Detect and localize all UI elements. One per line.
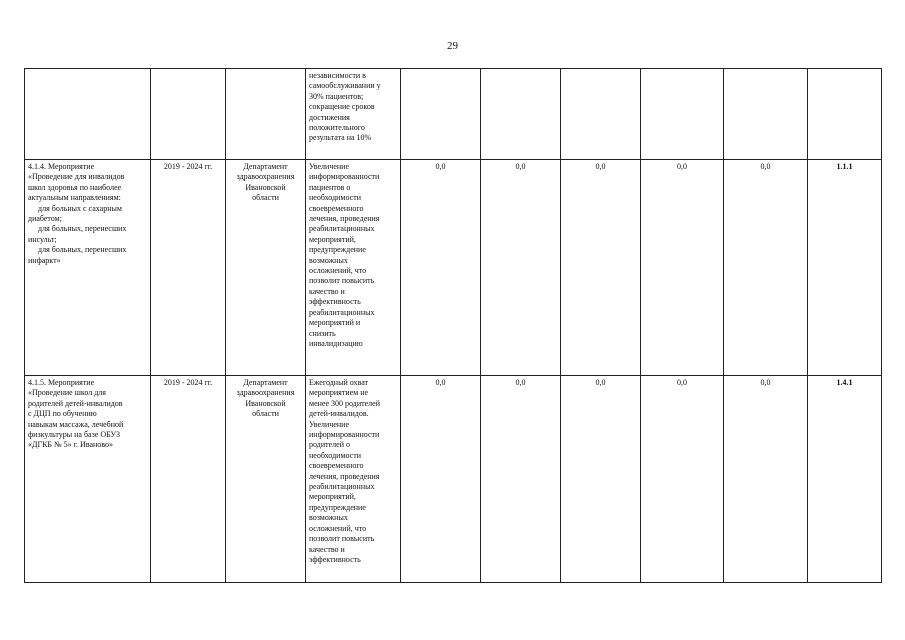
table-row (25, 160, 882, 376)
text-line: области (252, 409, 279, 419)
table-row (25, 69, 882, 160)
text-line: качество и (309, 544, 345, 554)
text-line: необходимости (309, 450, 362, 460)
funding-value-cell (641, 69, 724, 160)
text-line: Ивановской (245, 182, 286, 192)
text-line: мероприятий, (309, 234, 356, 244)
funding-value-cell: 0,0 (481, 376, 561, 583)
text-line: лечения, проведения (309, 471, 380, 481)
text-line: «Проведение для инвалидов (28, 172, 125, 182)
text-line: родителей детей-инвалидов (28, 398, 123, 408)
funding-value-cell: 0,0 (641, 160, 724, 376)
text-line: осложнений, что (309, 266, 367, 276)
text-line: Увеличение (309, 419, 350, 429)
text-line: мероприятием не (309, 388, 369, 398)
text-line: позволит повысить (309, 534, 375, 544)
period-cell: 2019 - 2024 гг. (151, 160, 226, 376)
text-line: осложнений, что (309, 523, 367, 533)
funding-value-cell: 0,0 (561, 376, 641, 583)
text-line: 4.1.5. Мероприятие (28, 378, 95, 387)
text-line: диабетом; (28, 214, 62, 224)
funding-value-cell (724, 69, 808, 160)
text-line: с ДЦП по обучению (28, 409, 97, 419)
text-line: Ежегодный охват (309, 378, 369, 387)
text-line: реабилитационных (309, 224, 375, 234)
text-line: физкультуры на базе ОБУЗ (28, 430, 120, 440)
text-line: своевременного (309, 203, 364, 213)
text-line: предупреждение (309, 502, 366, 512)
text-line: «ДГКБ № 5» г. Иваново» (28, 440, 114, 450)
text-line: необходимости (309, 193, 362, 203)
text-line: эффективность (309, 297, 361, 307)
text-line: детей-инвалидов. (309, 409, 369, 419)
text-line: позволит повысить (309, 276, 375, 286)
text-line: инсульт; (28, 234, 57, 244)
text-line: результата на 10% (309, 133, 372, 143)
text-line: реабилитационных (309, 482, 375, 492)
text-line: здравоохранения (236, 388, 295, 398)
funding-value-cell (481, 69, 561, 160)
text-line: менее 300 родителей (309, 398, 380, 408)
text-line: лечения, проведения (309, 214, 380, 224)
text-line: положительного (309, 123, 365, 133)
indicator-code-cell: 1.1.1 (808, 160, 882, 376)
text-line: для больных, перенесших (38, 245, 127, 255)
text-line: возможных (309, 513, 348, 523)
text-line: снизить (309, 328, 336, 338)
funding-value-cell: 0,0 (401, 376, 481, 583)
text-line: реабилитационных (309, 307, 375, 317)
text-line: Департамент (243, 378, 288, 387)
text-line: самообслуживании у (309, 81, 381, 91)
text-line: предупреждение (309, 245, 366, 255)
text-line: для больных с сахарным (38, 203, 122, 213)
activity-name-cell (25, 69, 151, 160)
period-cell: 2019 - 2024 гг. (151, 376, 226, 583)
text-line: мероприятий и (309, 318, 361, 328)
expected-result-cell (306, 376, 401, 583)
text-line: сокращение сроков (309, 102, 375, 112)
text-line: «Проведение школ для (28, 388, 106, 398)
text-line: независимости в (309, 71, 366, 80)
text-line: возможных (309, 255, 348, 265)
program-table (24, 68, 882, 583)
expected-result-cell (306, 160, 401, 376)
activity-name-cell (25, 376, 151, 583)
text-line: информированности (309, 172, 380, 182)
activity-name-cell (25, 160, 151, 376)
text-line: для больных, перенесших (38, 224, 127, 234)
text-line: пациентов о (309, 182, 351, 192)
page-number: 29 (447, 40, 458, 52)
executor-cell (226, 376, 306, 583)
text-line: 30% пациентов; (309, 91, 364, 101)
indicator-code-cell (808, 69, 882, 160)
executor-cell (226, 69, 306, 160)
funding-value-cell (401, 69, 481, 160)
funding-value-cell: 0,0 (561, 160, 641, 376)
period-cell (151, 69, 226, 160)
text-line: 4.1.4. Мероприятие (28, 162, 95, 171)
funding-value-cell: 0,0 (724, 160, 808, 376)
text-line: качество и (309, 286, 345, 296)
expected-result-cell (306, 69, 401, 160)
text-line: инфаркт» (28, 255, 61, 265)
text-line: достижения (309, 112, 350, 122)
funding-value-cell: 0,0 (724, 376, 808, 583)
text-line: мероприятий, (309, 492, 356, 502)
funding-value-cell (561, 69, 641, 160)
text-line: школ здоровья по наиболее (28, 182, 122, 192)
text-line: своевременного (309, 461, 364, 471)
text-line: эффективность (309, 554, 361, 564)
executor-cell (226, 160, 306, 376)
text-line: Департамент (243, 162, 288, 171)
funding-value-cell: 0,0 (401, 160, 481, 376)
text-line: области (252, 193, 279, 203)
text-line: здравоохранения (236, 172, 295, 182)
text-line: информированности (309, 430, 380, 440)
text-line: навыкам массажа, лечебной (28, 419, 124, 429)
indicator-code-cell: 1.4.1 (808, 376, 882, 583)
funding-value-cell: 0,0 (481, 160, 561, 376)
table-row (25, 376, 882, 583)
text-line: Ивановской (245, 398, 286, 408)
funding-value-cell: 0,0 (641, 376, 724, 583)
text-line: актуальным направлениям: (28, 193, 121, 203)
text-line: Увеличение (309, 162, 350, 171)
text-line: родителей о (309, 440, 350, 450)
text-line: инвалидизацию (309, 338, 363, 348)
